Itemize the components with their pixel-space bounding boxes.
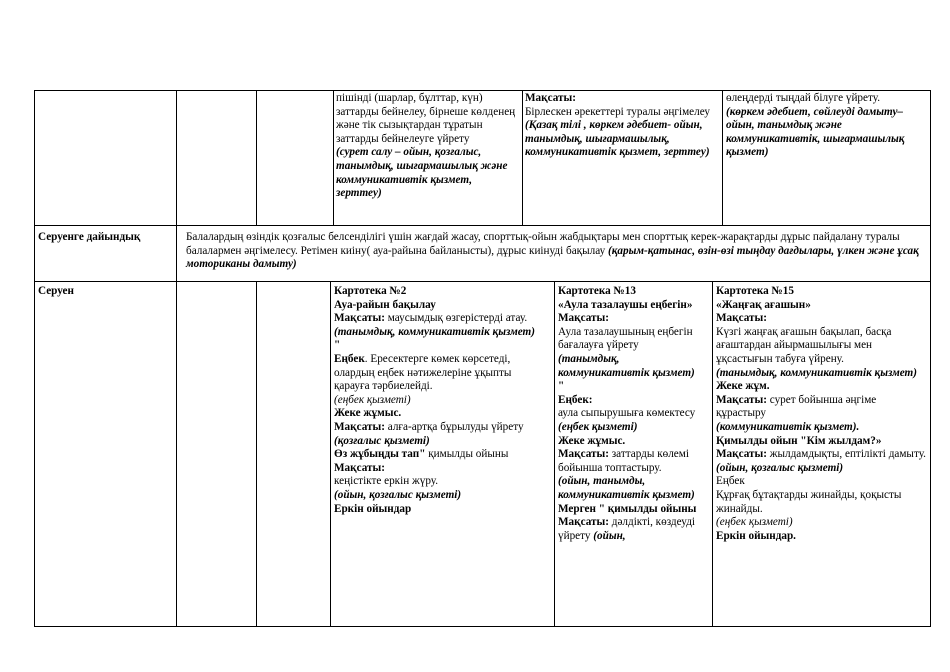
walk-preparation-tag: (қарым-қатынас, өзін-өзі тыңдау дағдылары, үлкен және ұсақ моториканы дамыту)	[186, 244, 919, 271]
game-text: қимылды ойыны	[425, 448, 509, 461]
row1-col-a-text: пішінді (шарлар, бұлттар, күн) заттарды бейнелеу, бірнеше көлденең және тік сызықтардан тұратын заттарды бейнелеуге үйрету	[336, 92, 516, 145]
goal-text: маусымдық өзгерістерді атау.	[384, 312, 528, 325]
goal-text: алға-артқа бұрылуды үйрету	[384, 420, 524, 433]
goal-label: Мақсаты:	[558, 516, 609, 529]
game-label: Мерген " қимылды ойыны	[558, 502, 697, 515]
individual-work-label: Жеке жұмыс.	[558, 434, 626, 447]
row1-col-b-text: Бірлескен әрекеттері туралы әңгімелеу	[525, 105, 711, 118]
row1-col-c-text: өлеңдерді тыңдай білуге үйрету.	[726, 92, 880, 104]
column-divider	[176, 90, 177, 226]
table-border-bottom	[34, 626, 931, 627]
activity-tag: (еңбек қызметі)	[716, 516, 793, 529]
activity-tag: (ойын, қозғалыс қызметі)	[334, 488, 462, 501]
card-title: Ауа-райын бақылау	[334, 298, 436, 311]
goal-label: Мақсаты:	[716, 393, 767, 406]
goal-label: Мақсаты:	[558, 312, 609, 325]
row1-col-b-goal-label: Мақсаты:	[525, 92, 576, 104]
game-line	[334, 448, 549, 462]
work-text: . Ересектерге көмек көрсетеді, олардың еңбек нәтижелеріне ұқыпты қарауға тәрбиелейді.	[334, 352, 512, 393]
card-number: Картотека №2	[334, 285, 407, 297]
row-divider	[34, 281, 931, 282]
row1-col-a-cell	[336, 92, 519, 201]
row-divider	[34, 225, 931, 226]
activity-tag: (коммуникативтік қызмет).	[716, 420, 860, 433]
goal-line	[716, 394, 926, 421]
activity-tag: (ойын,	[590, 529, 626, 542]
work-text: аула сыпырушыға көмектесу	[558, 407, 696, 420]
goal-label: Мақсаты:	[334, 461, 385, 474]
goal-label: Мақсаты:	[716, 448, 767, 461]
card-title: «Аула тазалаушы еңбегін»	[558, 298, 693, 311]
row1-col-a-activity-tag: (сурет салу – ойын, қозғалыс, танымдық, шығармашылық және коммуникативтік қызмет, зерттеу)	[336, 146, 508, 200]
column-divider	[712, 281, 713, 627]
walk-preparation-label: Серуенге дайындық	[38, 231, 141, 243]
goal-text: жылдамдықты, ептілікті дамыту.	[766, 448, 926, 461]
free-games-label: Еркін ойындар.	[716, 529, 796, 542]
walk-preparation-description: Балалардың өзіндік қозғалыс белсенділігі үшін жағдай жасау, спорттық-ойын жабдықтары мен спорттық керек-жарақтарды дұрыс пайдалану туралы балалармен әңгімелесу. Ретімен киіну( ауа-райына байланысты), дұрыс киінуді бақылау	[186, 231, 900, 257]
game-label: Өз жұбыңды тап"	[334, 448, 426, 461]
row3-col-b-cell	[558, 285, 708, 543]
column-divider	[554, 281, 555, 627]
goal-text: дәлдікті, көздеуді үйрету	[558, 516, 695, 542]
work-line	[334, 353, 549, 394]
free-games-label: Еркін ойындар	[334, 502, 412, 515]
work-label: Еңбек	[716, 475, 745, 488]
row3-col-c-cell	[716, 285, 926, 543]
goal-line	[558, 516, 708, 543]
walk-preparation-text	[186, 231, 926, 272]
walk-label: Серуен	[38, 285, 74, 297]
goal-label: Мақсаты:	[334, 420, 385, 433]
column-divider	[176, 281, 177, 627]
work-label: Еңбек	[334, 352, 365, 365]
card-title: «Жаңғақ ағашын»	[716, 298, 811, 311]
activity-tag: (танымдық, коммуникативтік қызмет)	[558, 352, 695, 379]
column-divider	[256, 281, 257, 627]
work-text: Құрғақ бұтақтарды жинайды, қоқысты жинайды.	[716, 488, 902, 515]
row1-col-b-activity-tag: (Қазақ тілі , көркем әдебиет- ойын, танымдық, шығармашылық, коммуникативтік қызмет, зерттеу)	[525, 119, 710, 159]
column-divider	[330, 281, 331, 627]
goal-label: Мақсаты:	[558, 448, 609, 461]
column-divider	[176, 225, 177, 282]
row2-label-cell	[38, 231, 174, 245]
table-border-top	[34, 90, 931, 91]
column-divider	[256, 90, 257, 226]
individual-work-label: Жеке жұмыс.	[334, 407, 402, 420]
row1-col-c-activity-tag: (көркем әдебиет, сөйлеуді дамыту– ойын, танымдық және коммуникативтік, шығармашылық қызмет)	[726, 105, 905, 159]
individual-work-label: Жеке жұм.	[716, 380, 770, 393]
quote-mark: "	[558, 380, 565, 393]
row3-label-cell	[38, 285, 174, 299]
column-divider	[522, 90, 523, 226]
table-border-left	[34, 90, 35, 627]
activity-tag: (еңбек қызметі)	[334, 393, 411, 406]
row2-content-cell	[186, 231, 926, 272]
goal-line	[334, 312, 549, 326]
goal-label: Мақсаты:	[334, 312, 385, 325]
row3-col-a-cell	[334, 285, 549, 516]
goal-line	[558, 448, 708, 475]
activity-tag: (қозғалыс қызметі)	[334, 434, 430, 447]
goal-text: Күзгі жаңғақ ағашын бақылап, басқа ағаштардан айырмашылығы мен ұқсастығын табуға үйрену.	[716, 325, 892, 365]
goal-line	[716, 448, 926, 462]
activity-tag: (ойын, қозғалыс қызметі)	[716, 461, 844, 474]
card-number: Картотека №13	[558, 285, 636, 297]
card-number: Картотека №15	[716, 285, 794, 297]
goal-text: сурет бойынша әңгіме құрастыру	[716, 393, 877, 420]
table-border-right	[930, 90, 931, 627]
activity-tag: (танымдық, коммуникативтік қызмет)	[334, 325, 535, 338]
game-label: Қимылды ойын "Кім жылдам?»	[716, 434, 882, 447]
goal-label: Мақсаты:	[716, 312, 767, 325]
activity-tag: (танымдық, коммуникативтік қызмет)	[716, 366, 917, 379]
row1-col-c-cell	[726, 92, 924, 160]
goal-text: Аула тазалаушының еңбегін бағалауға үйрету	[558, 325, 693, 352]
activity-tag: (еңбек қызметі)	[558, 420, 638, 433]
work-label: Еңбек:	[558, 393, 593, 406]
row1-col-b-cell	[525, 92, 719, 160]
goal-text: заттарды көлемі бойынша топтастыру.	[558, 448, 689, 474]
quote-mark: "	[334, 339, 341, 352]
column-divider	[722, 90, 723, 226]
column-divider	[333, 90, 334, 226]
goal-line	[334, 421, 549, 435]
activity-tag: (ойын, танымды, коммуникативтік қызмет)	[558, 475, 695, 501]
goal-text: кеңістікте еркін жүру.	[334, 475, 439, 488]
